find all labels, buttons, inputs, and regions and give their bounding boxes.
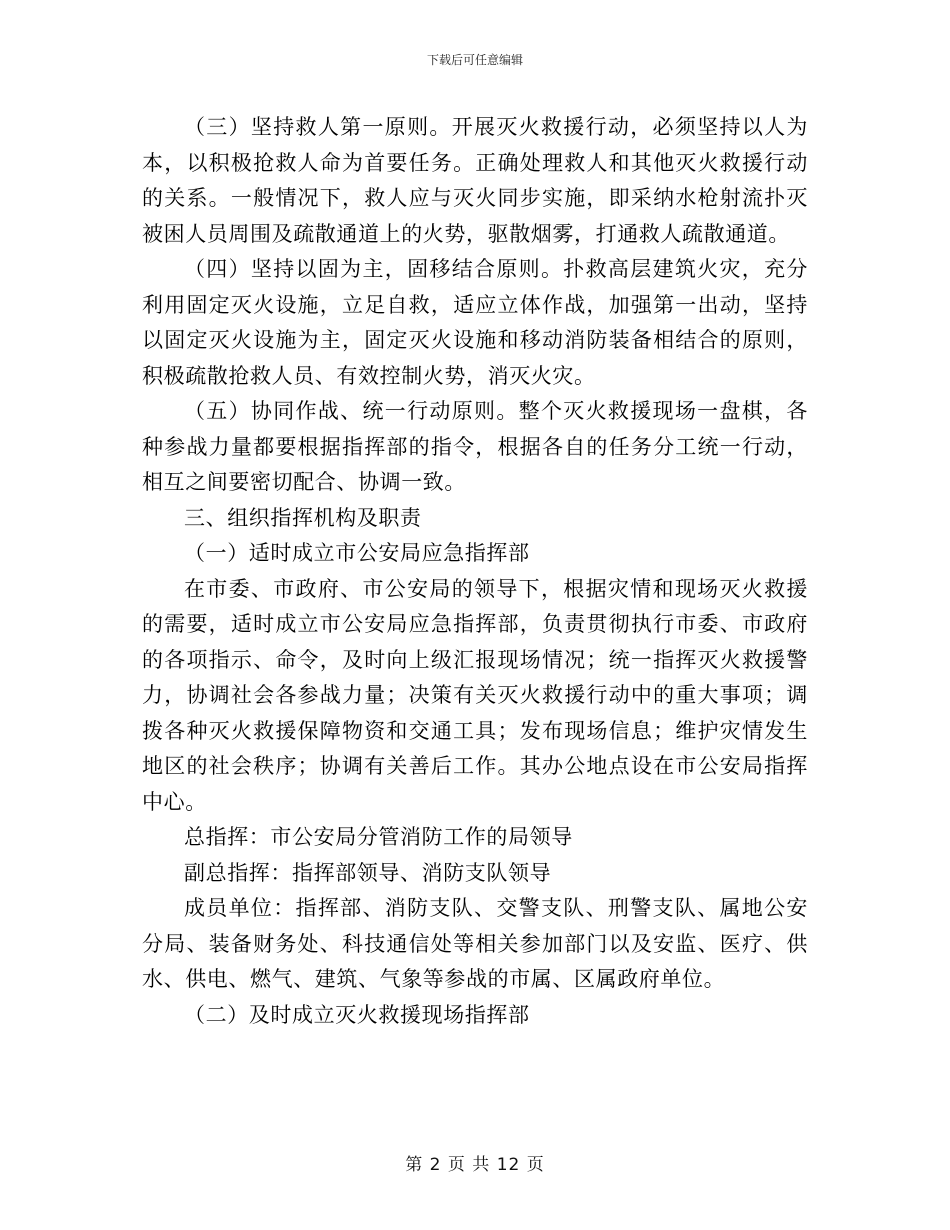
subsection-heading-2: （二）及时成立灭火救援现场指挥部 bbox=[184, 1002, 530, 1027]
paragraph-principle-4: （四）坚持以固为主，固移结合原则。扑救高层建筑火灾，充分利用固定灭火设施，立足自救，适应立体作战，加强第一出动，坚持以固定灭火设施为主，固定灭火设施和移动消防装备相结合的原则，积极疏散抢救人员、有效控制火势，消灭火灾。 bbox=[142, 257, 808, 388]
subsection-heading-1: （一）适时成立市公安局应急指挥部 bbox=[184, 541, 530, 565]
page-header: 下载后可任意编辑 bbox=[426, 53, 523, 67]
paragraph-deputy-commander: 副总指挥：指挥部领导、消防支队领导 bbox=[184, 860, 552, 885]
paragraph-principle-3: （三）坚持救人第一原则。开展灭火救援行动，必须坚持以人为本，以积极抢救人命为首要任务。正确处理救人和其他灭火救援行动的关系。一般情况下，救人应与灭火同步实施，即采纳水枪射流扑灭被困人员周围及疏散通道上的火势，驱散烟雾，打通救人疏散通道。 bbox=[142, 115, 808, 246]
paragraph-chief-commander: 总指挥：市公安局分管消防工作的局领导 bbox=[184, 825, 573, 849]
document-body bbox=[142, 110, 808, 1033]
paragraph-member-units: 成员单位：指挥部、消防支队、交警支队、刑警支队、属地公安分局、装备财务处、科技通信处等相关参加部门以及安监、医疗、供水、供电、燃气、建筑、气象等参战的市属、区属政府单位。 bbox=[142, 896, 808, 991]
page-footer: 第 2 页 共 12 页 bbox=[405, 1155, 545, 1175]
section-heading-3: 三、组织指挥机构及职责 bbox=[184, 505, 422, 530]
paragraph-command-duties: 在市委、市政府、市公安局的领导下，根据灾情和现场灭火救援的需要，适时成立市公安局应急指挥部，负责贯彻执行市委、市政府的各项指示、命令，及时向上级汇报现场情况；统一指挥灭火救援警力，协调社会各参战力量；决策有关灭火救援行动中的重大事项；调拨各种灭火救援保障物资和交通工具；发布现场信息；维护灾情发生地区的社会秩序；协调有关善后工作。其办公地点设在市公安局指挥中心。 bbox=[142, 576, 808, 814]
paragraph-principle-5: （五）协同作战、统一行动原则。整个灭火救援现场一盘棋，各种参战力量都要根据指挥部的指令，根据各自的任务分工统一行动，相互之间要密切配合、协调一致。 bbox=[142, 399, 808, 494]
